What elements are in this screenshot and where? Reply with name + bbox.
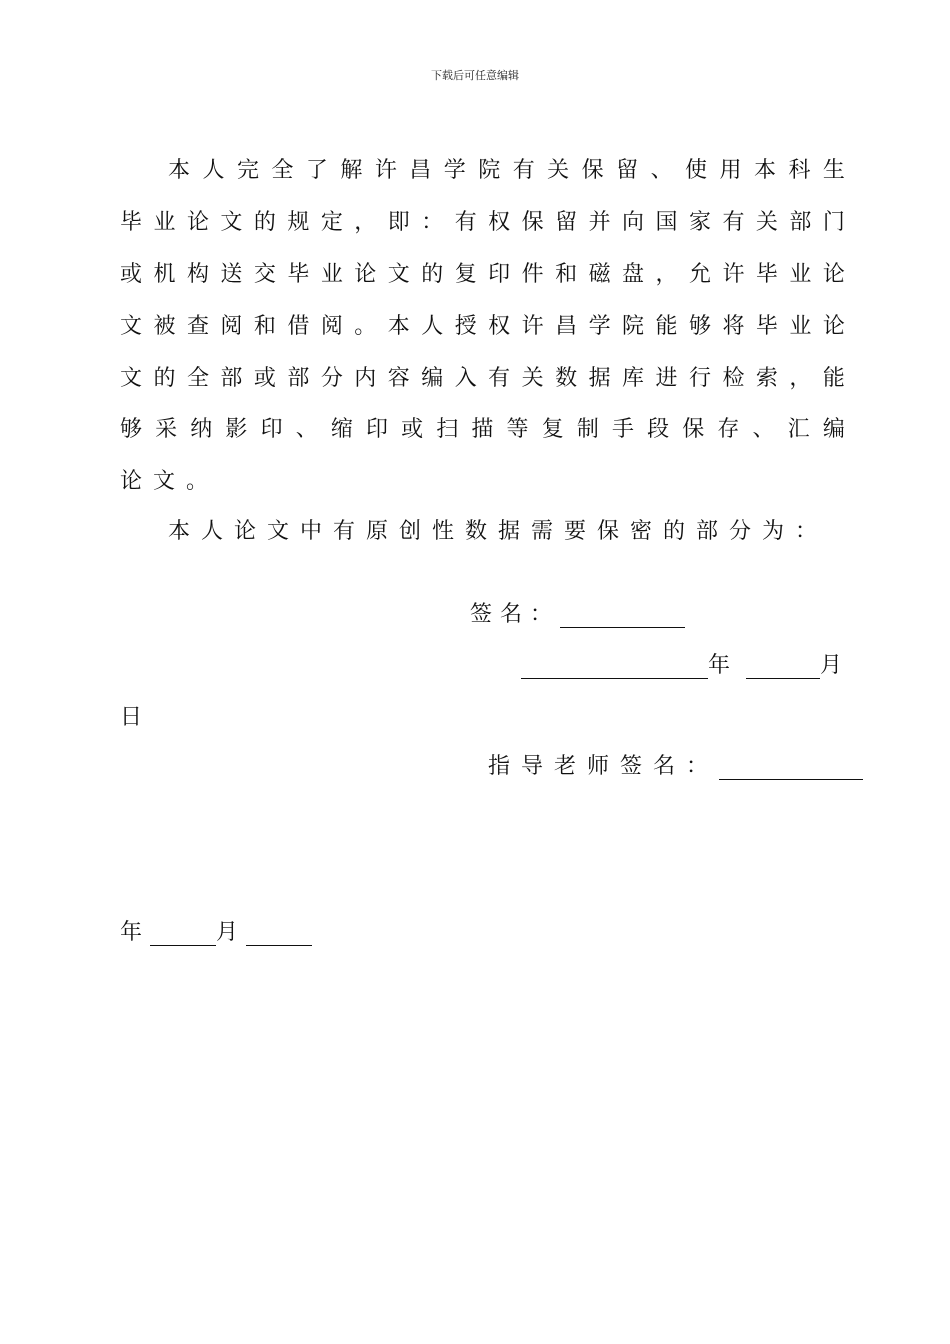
declaration-char: 复 — [454, 262, 477, 287]
student-year-field[interactable] — [521, 658, 708, 679]
declaration-char: 许 — [722, 262, 745, 287]
student-day-label: 日 — [120, 705, 143, 730]
declaration-char: 阅 — [220, 314, 243, 339]
declaration-char: 磁 — [588, 262, 611, 287]
declaration-char: 交 — [253, 262, 276, 287]
declaration-char: 进 — [655, 366, 678, 391]
student-month-label: 月 — [820, 653, 843, 678]
declaration-char: 文 — [220, 210, 243, 235]
declaration-char: 够 — [688, 314, 711, 339]
declaration-char: 关 — [547, 158, 570, 183]
declaration-char: 全 — [271, 158, 294, 183]
declaration-char: 的 — [421, 262, 444, 287]
declaration-char: 借 — [287, 314, 310, 339]
declaration-char: 关 — [755, 210, 778, 235]
advisor-signature-label: 指导老师签名： — [488, 754, 720, 779]
declaration-char: 够 — [120, 417, 143, 442]
declaration-char: 部 — [287, 366, 310, 391]
declaration-char: 内 — [354, 366, 377, 391]
declaration-char: 影 — [225, 417, 248, 442]
advisor-year-label: 年 — [120, 920, 143, 945]
declaration-char: 缩 — [330, 417, 353, 442]
declaration-char: 关 — [521, 366, 544, 391]
declaration-char: 论 — [186, 210, 209, 235]
declaration-char: 定 — [320, 210, 343, 235]
advisor-signature-field[interactable] — [719, 759, 863, 780]
student-year-label: 年 — [708, 653, 731, 678]
declaration-char: 昌 — [555, 314, 578, 339]
declaration-char: 留 — [616, 158, 639, 183]
declaration-char: 文 — [120, 314, 143, 339]
declaration-char: 构 — [186, 262, 209, 287]
advisor-signature-row — [488, 754, 863, 780]
declaration-char: 或 — [120, 262, 143, 287]
declaration-char: 毕 — [755, 314, 778, 339]
declaration-char: 和 — [555, 262, 578, 287]
declaration-char: 能 — [822, 366, 845, 391]
declaration-char: 业 — [153, 210, 176, 235]
declaration-char: 库 — [622, 366, 645, 391]
declaration-char: 业 — [789, 314, 812, 339]
declaration-char: 文 — [387, 262, 410, 287]
declaration-char: ， — [789, 366, 812, 391]
declaration-char: 手 — [611, 417, 634, 442]
declaration-char: 本 — [387, 314, 410, 339]
declaration-line-1 — [168, 158, 845, 184]
declaration-char: 有 — [488, 366, 511, 391]
declaration-char: 即 — [387, 210, 410, 235]
declaration-char: 编 — [421, 366, 444, 391]
declaration-char: ： — [421, 210, 444, 235]
declaration-char: 被 — [153, 314, 176, 339]
declaration-char: 将 — [722, 314, 745, 339]
declaration-char: 业 — [320, 262, 343, 287]
declaration-char: 昌 — [409, 158, 432, 183]
declaration-line-3 — [120, 262, 845, 288]
declaration-char: 用 — [719, 158, 742, 183]
declaration-char: 向 — [622, 210, 645, 235]
declaration-char: 解 — [340, 158, 363, 183]
declaration-char: 能 — [655, 314, 678, 339]
declaration-char: 印 — [365, 417, 388, 442]
declaration-char: ， — [354, 210, 377, 235]
declaration-char: 并 — [588, 210, 611, 235]
declaration-char: 保 — [581, 158, 604, 183]
declaration-char: 权 — [488, 210, 511, 235]
declaration-char: 数 — [555, 366, 578, 391]
declaration-char: 和 — [253, 314, 276, 339]
declaration-char: 人 — [202, 158, 225, 183]
advisor-date-row — [120, 920, 312, 946]
declaration-char: 检 — [722, 366, 745, 391]
declaration-char: 索 — [755, 366, 778, 391]
declaration-char: 据 — [588, 366, 611, 391]
declaration-char: 论 — [354, 262, 377, 287]
declaration-char: 印 — [488, 262, 511, 287]
declaration-char: 有 — [454, 210, 477, 235]
declaration-char: 使 — [685, 158, 708, 183]
declaration-char: 有 — [722, 210, 745, 235]
student-signature-row — [470, 602, 685, 628]
declaration-char: 的 — [253, 210, 276, 235]
declaration-char: 部 — [789, 210, 812, 235]
declaration-char: 汇 — [787, 417, 810, 442]
declaration-char: 描 — [471, 417, 494, 442]
declaration-char: 门 — [822, 210, 845, 235]
declaration-char: 家 — [688, 210, 711, 235]
declaration-char: 。 — [354, 314, 377, 339]
declaration-char: 制 — [576, 417, 599, 442]
declaration-char: 了 — [305, 158, 328, 183]
declaration-char: 、 — [650, 158, 673, 183]
declaration-char: 留 — [555, 210, 578, 235]
declaration-char: 毕 — [755, 262, 778, 287]
declaration-char: 送 — [220, 262, 243, 287]
advisor-day-field[interactable] — [246, 925, 312, 946]
student-signature-field[interactable] — [560, 607, 685, 628]
declaration-char: 有 — [512, 158, 535, 183]
declaration-char: 本 — [168, 158, 191, 183]
declaration-char: 采 — [155, 417, 178, 442]
declaration-char: 分 — [320, 366, 343, 391]
declaration-char: 保 — [682, 417, 705, 442]
declaration-char: 阅 — [320, 314, 343, 339]
declaration-char: 人 — [421, 314, 444, 339]
declaration-line-5 — [120, 366, 845, 392]
declaration-char: 规 — [287, 210, 310, 235]
declaration-char: 国 — [655, 210, 678, 235]
declaration-char: 学 — [588, 314, 611, 339]
declaration-char: ， — [655, 262, 678, 287]
declaration-char: 件 — [521, 262, 544, 287]
declaration-char: 授 — [454, 314, 477, 339]
declaration-line-6 — [120, 417, 845, 443]
declaration-char: 或 — [253, 366, 276, 391]
declaration-char: 行 — [688, 366, 711, 391]
declaration-char: 许 — [374, 158, 397, 183]
declaration-char: 段 — [647, 417, 670, 442]
declaration-char: 权 — [488, 314, 511, 339]
advisor-month-field[interactable] — [150, 925, 216, 946]
declaration-char: 完 — [236, 158, 259, 183]
header-note: 下载后可任意编辑 — [431, 69, 519, 82]
declaration-char: 纳 — [190, 417, 213, 442]
declaration-char: 科 — [788, 158, 811, 183]
declaration-char: 业 — [789, 262, 812, 287]
declaration-char: 部 — [220, 366, 243, 391]
declaration-char: 编 — [822, 417, 845, 442]
declaration-char: 复 — [541, 417, 564, 442]
declaration-char: 盘 — [622, 262, 645, 287]
declaration-char: 论 — [822, 262, 845, 287]
student-signature-label: 签名： — [470, 602, 561, 627]
declaration-char: 的 — [153, 366, 176, 391]
declaration-char: 查 — [186, 314, 209, 339]
declaration-char: 或 — [401, 417, 424, 442]
declaration-char: 文 — [120, 366, 143, 391]
declaration-char: 机 — [153, 262, 176, 287]
declaration-char: 扫 — [436, 417, 459, 442]
declaration-char: 允 — [688, 262, 711, 287]
declaration-last-line: 论文。 — [120, 469, 220, 494]
advisor-month-label: 月 — [216, 920, 239, 945]
declaration-char: 入 — [454, 366, 477, 391]
declaration-char: 全 — [186, 366, 209, 391]
declaration-char: 印 — [260, 417, 283, 442]
declaration-char: 院 — [622, 314, 645, 339]
declaration-char: 生 — [822, 158, 845, 183]
declaration-char: 许 — [521, 314, 544, 339]
declaration-char: 存 — [717, 417, 740, 442]
declaration-char: 保 — [521, 210, 544, 235]
declaration-char: 、 — [752, 417, 775, 442]
declaration-line-4 — [120, 314, 845, 340]
declaration-char: 本 — [753, 158, 776, 183]
student-date-row — [521, 653, 842, 679]
declaration-char: 毕 — [287, 262, 310, 287]
declaration-char: 、 — [295, 417, 318, 442]
declaration-line-2 — [120, 210, 845, 236]
declaration-char: 院 — [478, 158, 501, 183]
declaration-char: 等 — [506, 417, 529, 442]
student-month-field[interactable] — [746, 658, 820, 679]
declaration-char: 容 — [387, 366, 410, 391]
confidential-statement: 本人论文中有原创性数据需要保密的部分为： — [168, 519, 829, 544]
declaration-char: 毕 — [120, 210, 143, 235]
declaration-char: 学 — [443, 158, 466, 183]
declaration-char: 论 — [822, 314, 845, 339]
